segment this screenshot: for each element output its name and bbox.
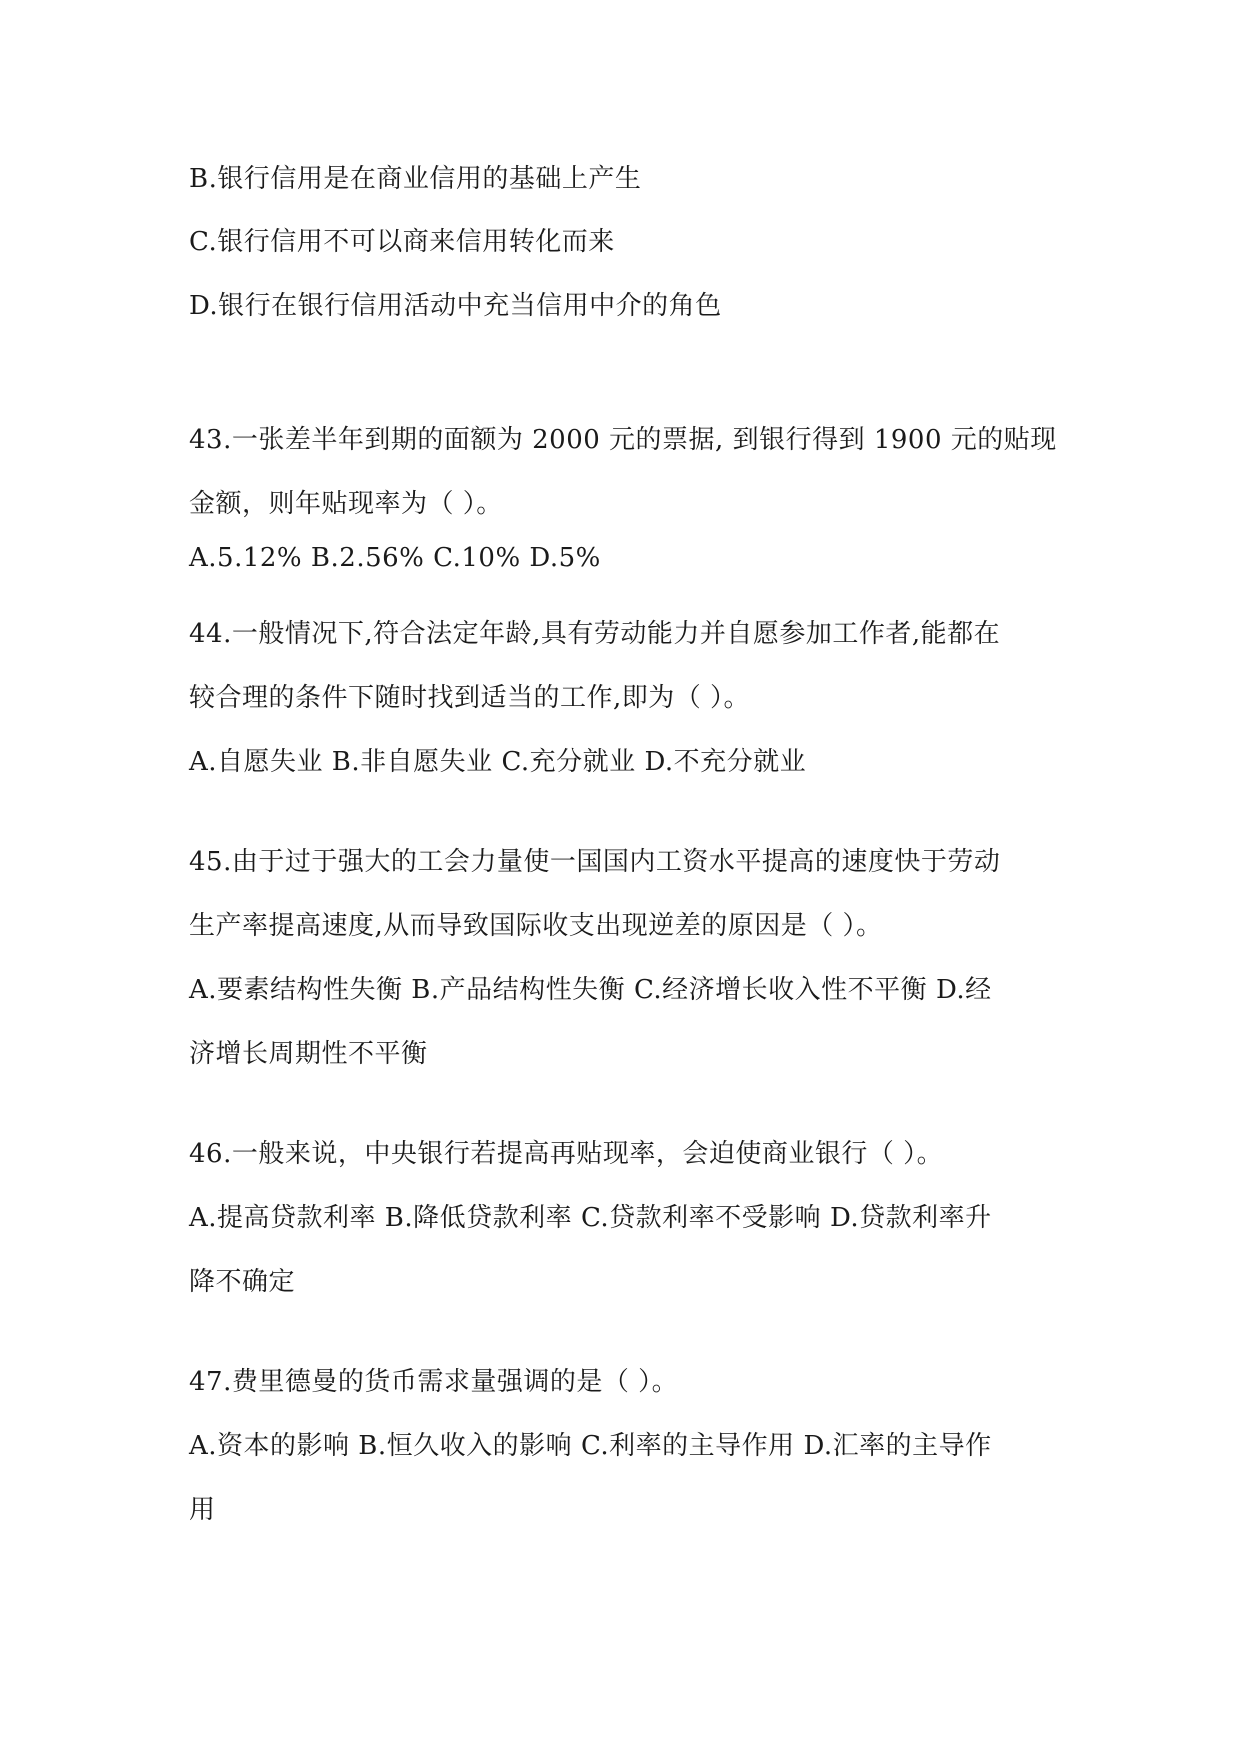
- question-stem-line: 46.一般来说，中央银行若提高再贴现率，会迫使商业银行（ ）。: [189, 1139, 944, 1169]
- question-options-line: 济增长周期性不平衡: [189, 1039, 428, 1069]
- question-stem-line: 45.由于过于强大的工会力量使一国国内工资水平提高的速度快于劳动: [189, 847, 1001, 877]
- prev-option-c: C.银行信用不可以商来信用转化而来: [189, 227, 615, 257]
- question-options-line: 用: [189, 1495, 216, 1525]
- question-stem-line: 生产率提高速度,从而导致国际收支出现逆差的原因是（ ）。: [189, 911, 883, 941]
- question-options-line: A.提高贷款利率 B.降低贷款利率 C.贷款利率不受影响 D.贷款利率升: [189, 1203, 992, 1233]
- question-stem-line: 较合理的条件下随时找到适当的工作,即为（ ）。: [189, 683, 751, 713]
- question-options-line: 降不确定: [189, 1267, 296, 1297]
- question-options-line: A.要素结构性失衡 B.产品结构性失衡 C.经济增长收入性不平衡 D.经: [189, 975, 992, 1005]
- question-stem-line: 47.费里德曼的货币需求量强调的是（ ）。: [189, 1367, 679, 1397]
- prev-option-b: B.银行信用是在商业信用的基础上产生: [189, 164, 642, 194]
- question-stem-line: 44.一般情况下,符合法定年龄,具有劳动能力并自愿参加工作者,能都在: [189, 619, 1001, 649]
- question-options-line: A.自愿失业 B.非自愿失业 C.充分就业 D.不充分就业: [189, 747, 807, 777]
- question-stem-line: 43.一张差半年到期的面额为 2000 元的票据, 到银行得到 1900 元的贴现: [189, 425, 1057, 455]
- question-stem-line: 金额，则年贴现率为（ ）。: [189, 489, 503, 519]
- question-options-line: A.5.12% B.2.56% C.10% D.5%: [189, 543, 601, 573]
- prev-option-d: D.银行在银行信用活动中充当信用中介的角色: [189, 291, 722, 321]
- question-options-line: A.资本的影响 B.恒久收入的影响 C.利率的主导作用 D.汇率的主导作: [189, 1431, 992, 1461]
